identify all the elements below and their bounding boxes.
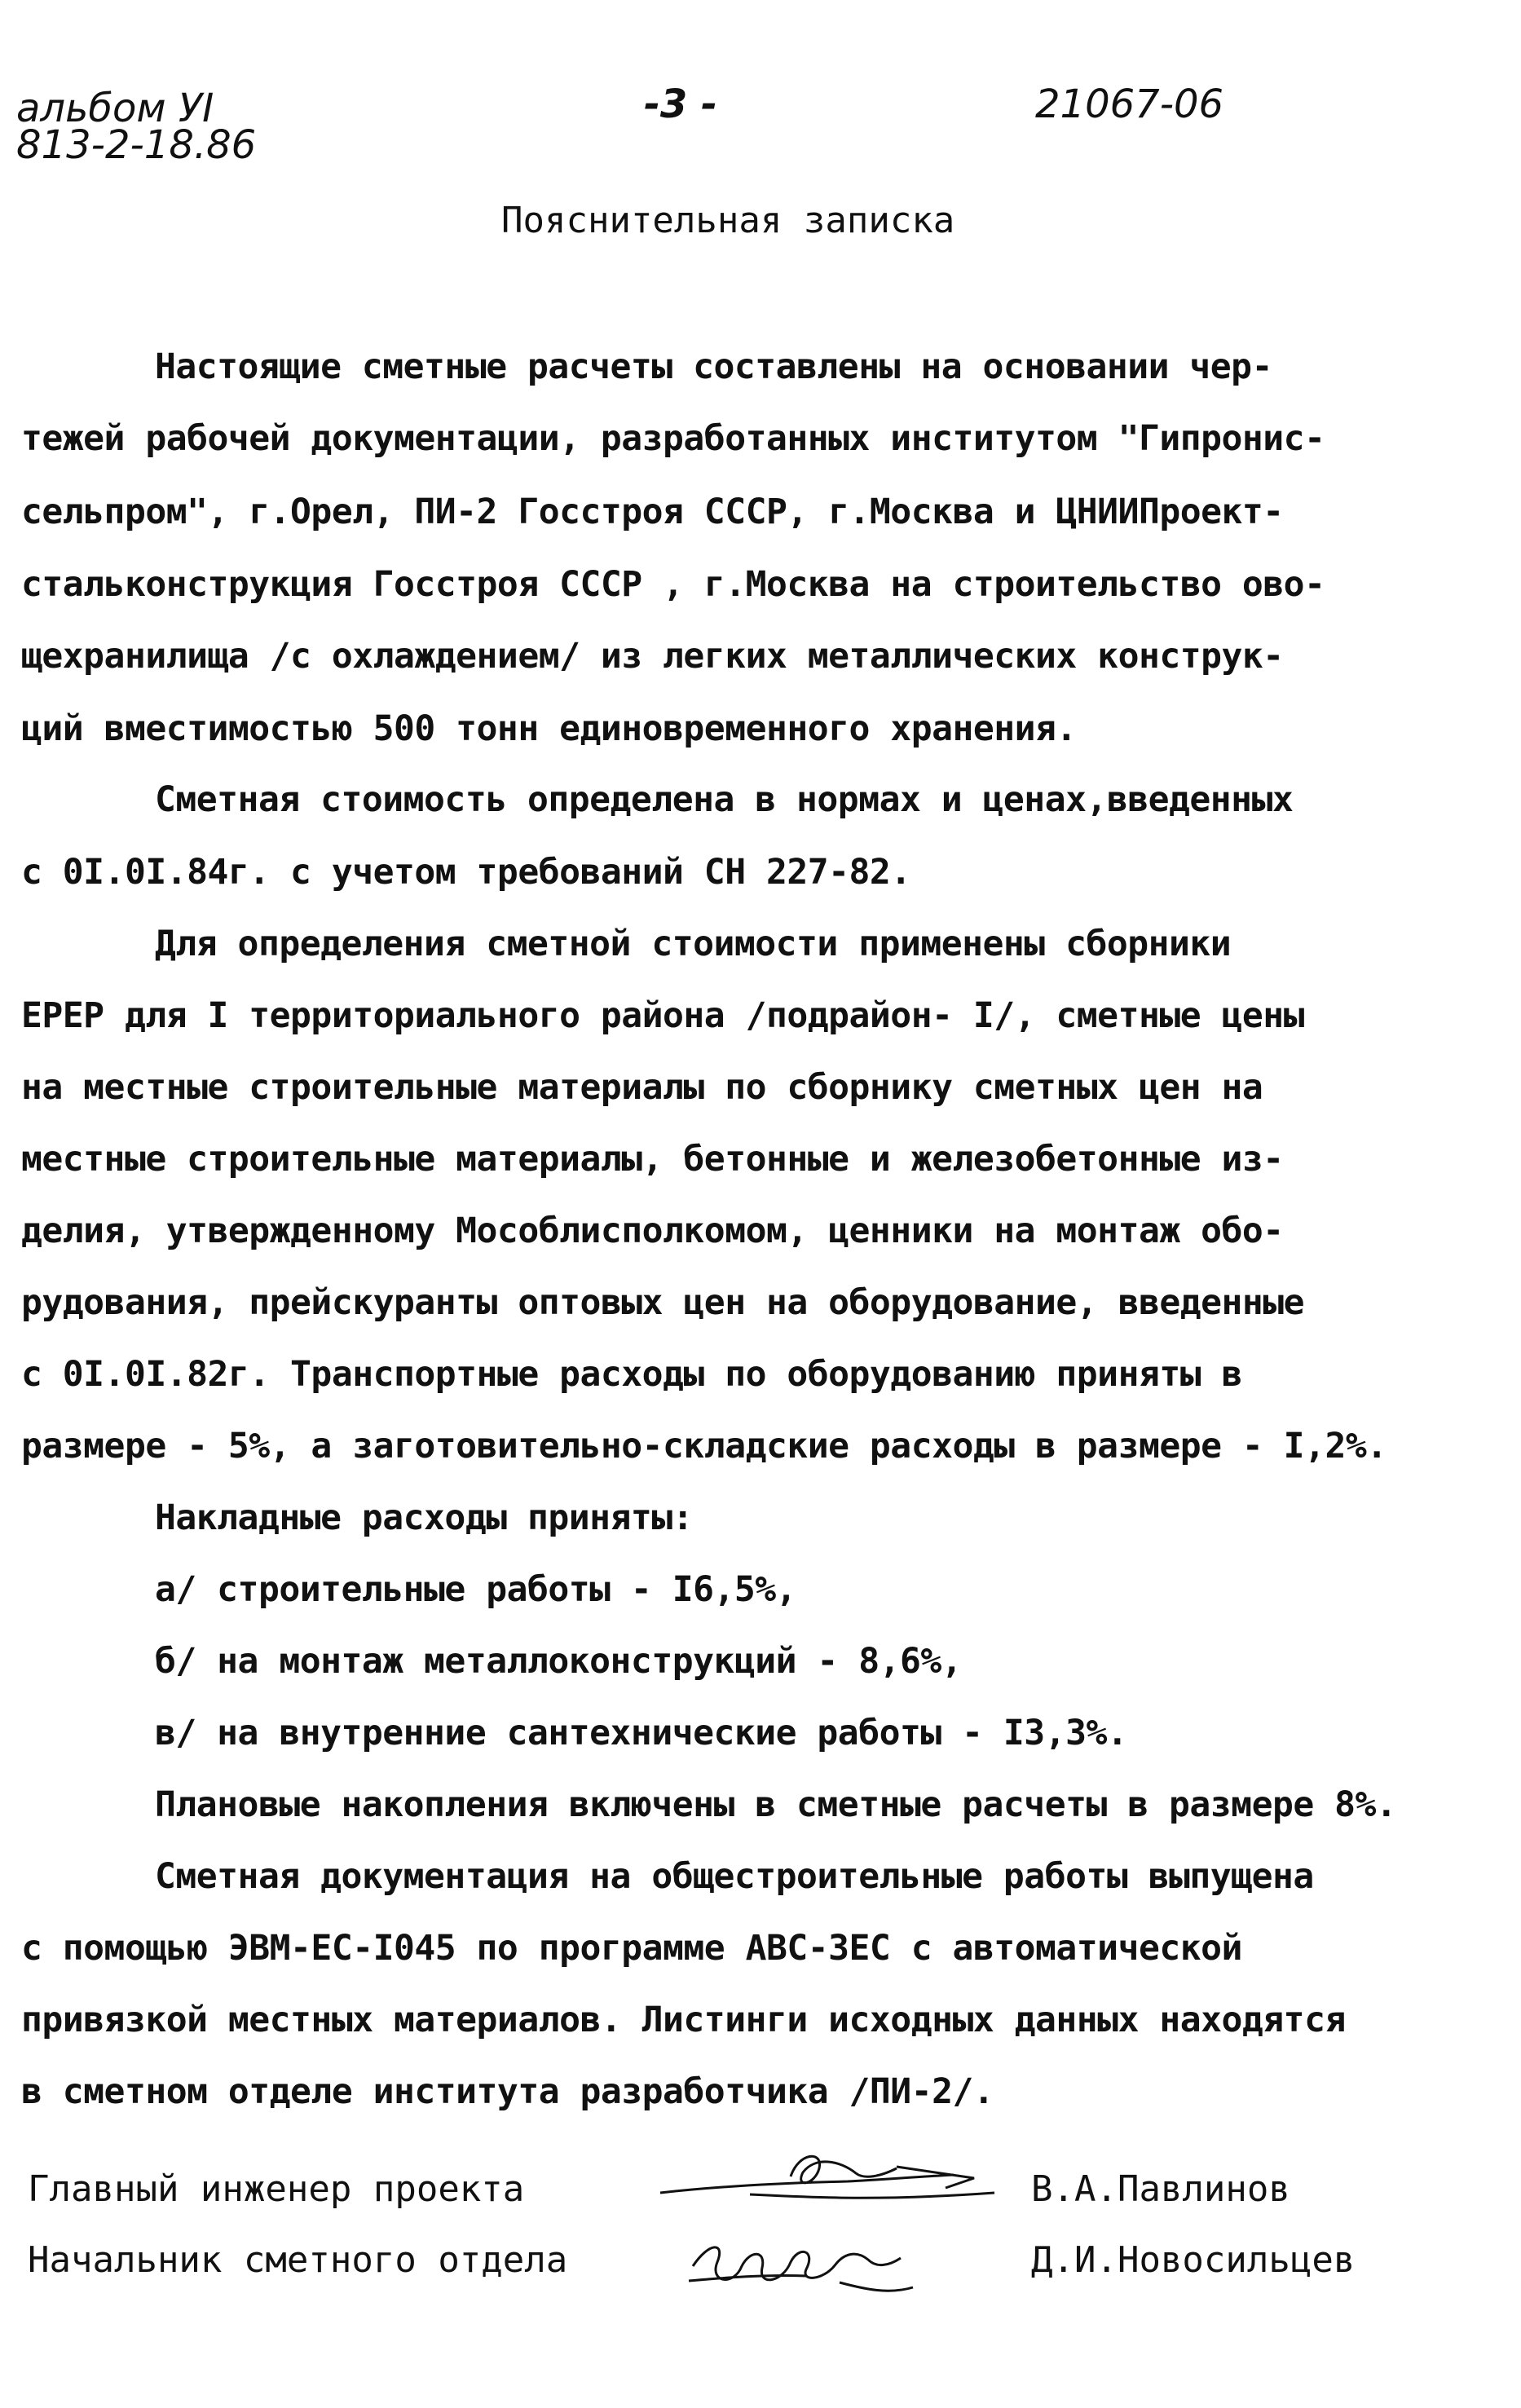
paragraph-line: ЕРЕР для I территориального района /подрайон- I/, сметные цены [21,995,1305,1036]
paragraph-line: Для определения сметной стоимости применены сборники [155,924,1232,964]
signatory-role: Главный инженер проекта [28,2168,525,2210]
handwritten-signature [677,2217,937,2307]
list-item: а/ строительные работы - I6,5%, [155,1569,797,1610]
signatory-name: Д.И.Новосильцев [1031,2239,1356,2281]
list-item: б/ на монтаж металлоконструкций - 8,6%, [155,1641,963,1682]
paragraph-line: сельпром", г.Орел, ПИ-2 Госстроя СССР, г.Москва и ЦНИИПроект- [21,492,1284,532]
paragraph-line: Сметная стоимость определена в нормах и ценах,введенных [155,779,1294,820]
page-title: Пояснительная записка [501,200,955,241]
paragraph-line: с помощью ЭВМ-ЕС-I045 по программе АВС-ЗЕС с автоматической [21,1928,1242,1969]
paragraph-line: рудования, прейскуранты оптовых цен на оборудование, введенные [21,1282,1305,1323]
paragraph-line: Сметная документация на общестроительные работы выпущена [155,1856,1314,1897]
paragraph-line: делия, утвержденному Мособлисполкомом, ценники на монтаж обо- [21,1211,1284,1251]
paragraph-line: в сметном отделе института разработчика /ПИ-2/. [21,2071,994,2112]
album-label: альбом УI [16,86,214,131]
paragraph-line: привязкой местных материалов. Листинги исходных данных находятся [21,2000,1346,2040]
paragraph-line: Накладные расходы приняты: [155,1497,694,1538]
paragraph-line: размере - 5%, а заготовительно-складские расходы в размере - I,2%. [21,1426,1387,1466]
paragraph-line: с 0I.0I.84г. с учетом требований СН 227-82. [21,852,911,893]
paragraph-line: щехранилища /с охлаждением/ из легких металлических конструк- [21,636,1284,677]
album-code: 813-2-18.86 [16,122,257,168]
paragraph-line: ций вместимостью 500 тонн единовременного хранения. [21,708,1077,749]
paragraph-line: местные строительные материалы, бетонные и железобетонные из- [21,1139,1284,1180]
paragraph-line: тежей рабочей документации, разработанных институтом "Гипронис- [21,418,1325,459]
paragraph-line: Плановые накопления включены в сметные расчеты в размере 8%. [155,1784,1397,1825]
page-number: -3 - [644,82,717,127]
signatory-role: Начальник сметного отдела [28,2239,568,2281]
signatory-name: В.А.Павлинов [1031,2168,1290,2210]
paragraph-line: стальконструкция Госстроя СССР , г.Москва на строительство ово- [21,564,1325,605]
paragraph-line: с 0I.0I.82г. Транспортные расходы по оборудованию приняты в [21,1354,1242,1395]
paragraph-line: Настоящие сметные расчеты составлены на основании чер- [155,346,1272,387]
document-code: 21067-06 [1035,82,1224,127]
list-item: в/ на внутренние сантехнические работы - I3,3%. [155,1713,1128,1753]
paragraph-line: на местные строительные материалы по сборнику сметных цен на [21,1067,1263,1108]
